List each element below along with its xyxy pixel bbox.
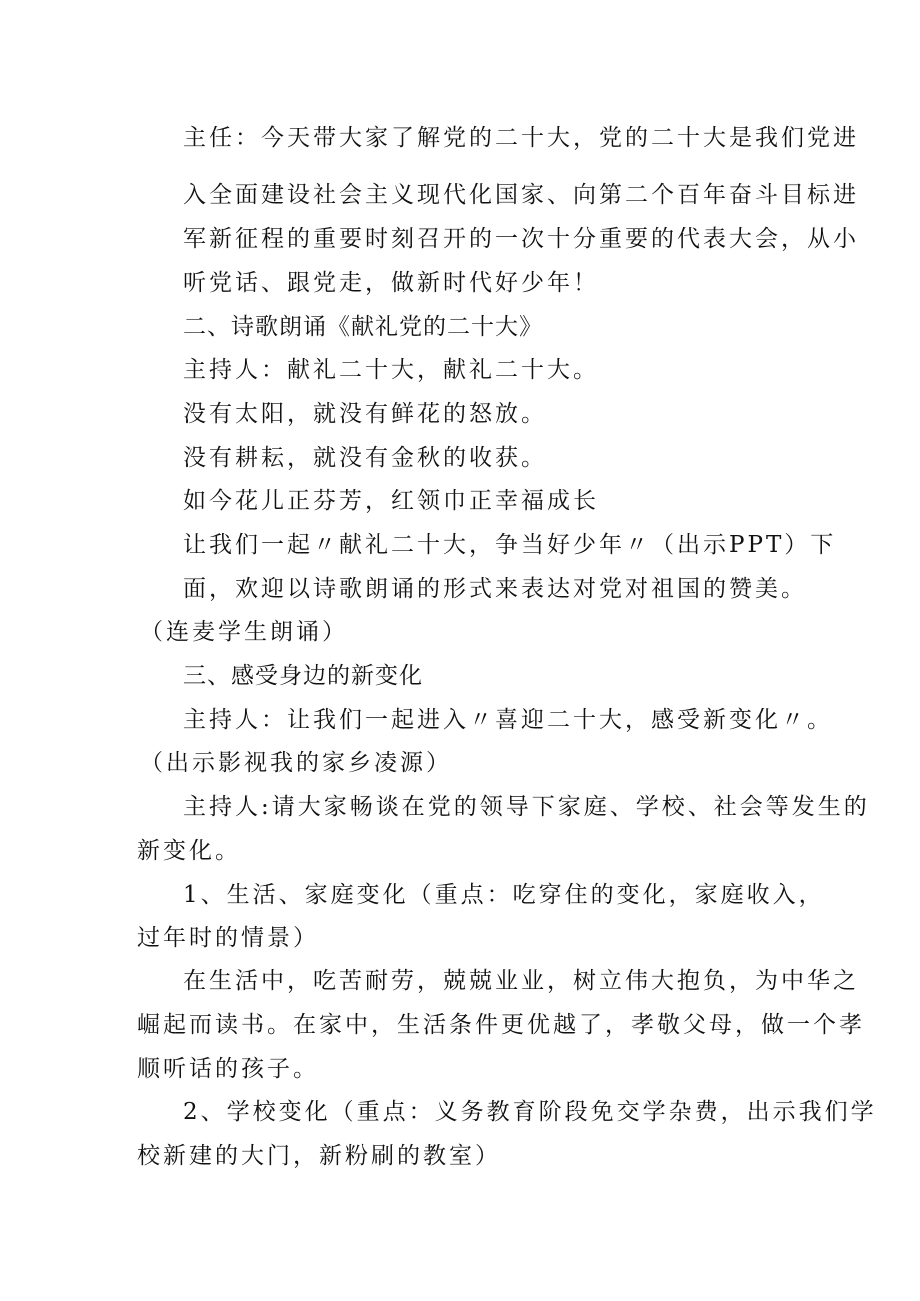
paragraph-line: 没有太阳，就没有鲜花的怒放。 [183,401,547,427]
paragraph-line: 在生活中，吃苦耐劳，兢兢业业，树立伟大抱负，为中华之 [183,968,859,994]
paragraph-line: 崛起而读书。在家中，生活条件更优越了，孝敬父母，做一个孝 [137,1012,865,1038]
paragraph-line: （连麦学生朗诵） [140,619,348,645]
paragraph-line: 面，欢迎以诗歌朗诵的形式来表达对党对祖国的赞美。 [183,576,807,602]
paragraph-line: 入全面建设社会主义现代化国家、向第二个百年奋斗目标进 [183,182,859,208]
paragraph-line: 主持人：献礼二十大，献礼二十大。 [183,357,599,383]
paragraph-line: 校新建的大门，新粉刷的教室） [137,1143,501,1169]
paragraph-line: 听党话、跟党走，做新时代好少年！ [183,270,599,296]
paragraph-line: 主任：今天带大家了解党的二十大，党的二十大是我们党进 [183,125,859,151]
paragraph-line: 2、学校变化（重点：义务教育阶段免交学杂费，出示我们学 [183,1099,877,1125]
paragraph-line: 1、生活、家庭变化（重点：吃穿住的变化，家庭收入， [183,882,825,908]
paragraph-line: 顺听话的孩子。 [137,1056,319,1082]
paragraph-line: 没有耕耘，就没有金秋的收获。 [183,445,547,471]
paragraph-line: 让我们一起〃献礼二十大，争当好少年〃（出示PPT）下 [183,532,837,558]
paragraph-line: 新变化。 [137,838,241,864]
paragraph-line: （出示影视我的家乡凌源） [140,750,452,776]
section-heading: 二、诗歌朗诵《献礼党的二十大》 [183,314,543,340]
paragraph-line: 过年时的情景） [137,925,319,951]
section-heading: 三、感受身边的新变化 [183,663,423,689]
paragraph-line: 主持人:请大家畅谈在党的领导下家庭、学校、社会等发生的 [183,794,870,820]
paragraph-line: 军新征程的重要时刻召开的一次十分重要的代表大会，从小 [183,226,859,252]
paragraph-line: 如今花儿正芬芳，红领巾正幸福成长 [183,488,599,514]
paragraph-line: 主持人：让我们一起进入〃喜迎二十大，感受新变化〃。 [183,707,833,733]
